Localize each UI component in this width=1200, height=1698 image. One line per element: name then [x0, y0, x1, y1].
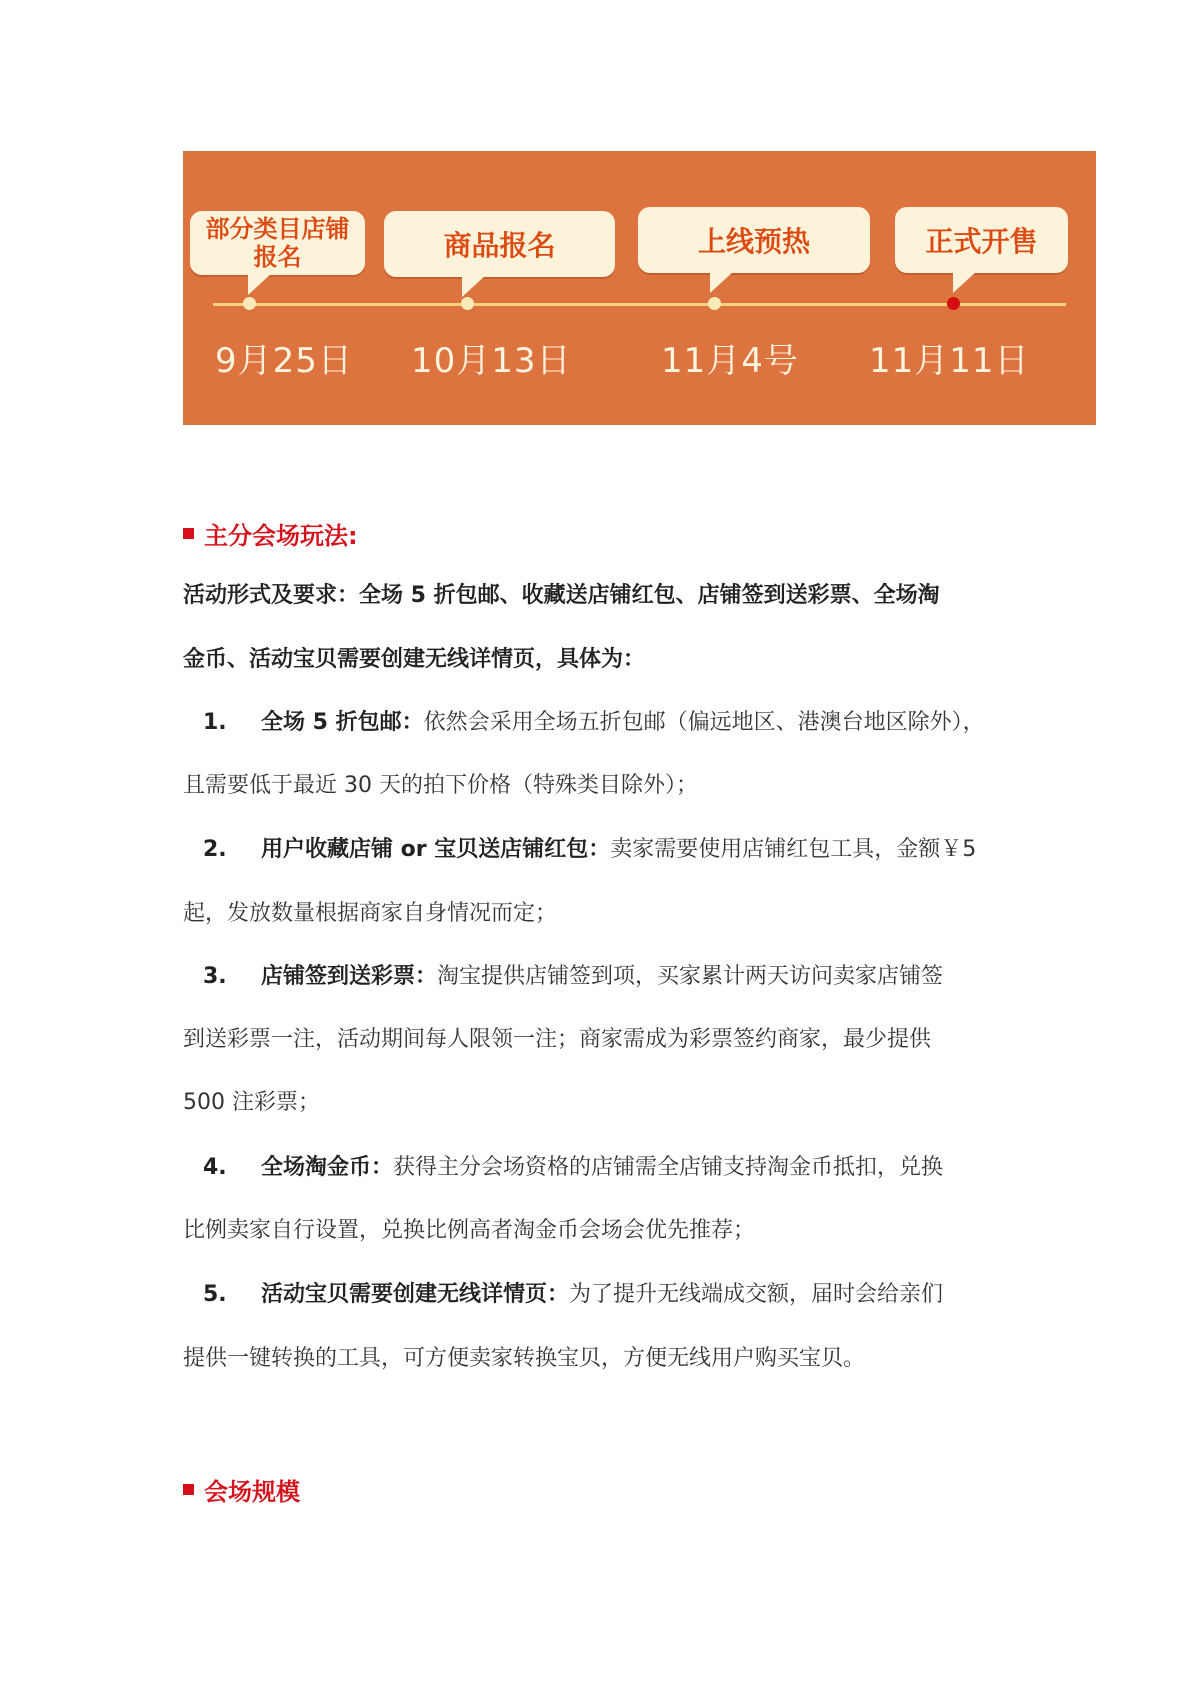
section-title-main-venue: 主分会场玩法:: [183, 516, 358, 551]
list-item-3: 3. 店铺签到送彩票：淘宝提供店铺签到项，买家累计两天访问卖家店铺签: [203, 964, 944, 989]
square-bullet-icon: [183, 1484, 194, 1495]
list-item-1: 1. 全场 5 折包邮：依然会采用全场五折包邮（偏远地区、港澳台地区除外），: [203, 710, 985, 735]
list-item-1-head: 全场 5 折包邮：: [261, 710, 424, 735]
list-item-3-cont: 到送彩票一注，活动期间每人限领一注；商家需成为彩票签约商家，最少提供: [183, 1027, 932, 1052]
timeline-dot-3: [708, 297, 721, 310]
square-bullet-icon: [183, 528, 194, 539]
stage-1-label-line2: 报名: [253, 243, 302, 271]
stage-1-label-line1: 部分类目店铺: [205, 215, 350, 243]
timeline-dot-4-active: [947, 297, 960, 310]
timeline-banner: [183, 151, 1096, 425]
list-item-4-head: 全场淘金币：: [261, 1155, 394, 1180]
stage-1-date: 9月25日: [215, 341, 353, 381]
list-item-2-head: 用户收藏店铺 or 宝贝送店铺红包：: [261, 837, 611, 862]
stage-bubble-2: [384, 211, 615, 277]
list-item-2-cont: 起，发放数量根据商家自身情况而定；: [183, 901, 558, 926]
timeline-dot-2: [461, 297, 474, 310]
list-item-4-cont: 比例卖家自行设置，兑换比例高者淘金币会场会优先推荐；: [183, 1218, 756, 1243]
stage-2-label: 商品报名: [443, 229, 556, 262]
stage-bubble-3: [638, 207, 870, 273]
list-item-5-cont: 提供一键转换的工具，可方便卖家转换宝贝，方便无线用户购买宝贝。: [183, 1346, 866, 1371]
timeline-dot-1: [243, 297, 256, 310]
list-item-5-head: 活动宝贝需要创建无线详情页：: [261, 1282, 570, 1307]
list-item-4: 4. 全场淘金币：获得主分会场资格的店铺需全店铺支持淘金币抵扣，兑换: [203, 1155, 944, 1180]
stage-4-date: 11月11日: [869, 341, 1030, 381]
intro-line-1: 活动形式及要求：全场 5 折包邮、收藏送店铺红包、店铺签到送彩票、全场淘: [183, 583, 940, 608]
stage-4-label: 正式开售: [925, 225, 1038, 258]
list-item-3-cont2: 500 注彩票；: [183, 1090, 320, 1115]
list-item-2: 2. 用户收藏店铺 or 宝贝送店铺红包：卖家需要使用店铺红包工具，金额￥5: [203, 837, 977, 862]
stage-bubble-1: [190, 211, 365, 275]
stage-bubble-4: [895, 207, 1068, 273]
stage-3-date: 11月4号: [661, 341, 799, 381]
list-item-5: 5. 活动宝贝需要创建无线详情页：为了提升无线端成交额，届时会给亲们: [203, 1282, 944, 1307]
intro-line-2: 金币、活动宝贝需要创建无线详情页，具体为：: [183, 647, 646, 672]
timeline-line: [213, 303, 1066, 306]
list-item-3-head: 店铺签到送彩票：: [261, 964, 438, 989]
list-item-1-cont: 且需要低于最近 30 天的拍下价格（特殊类目除外）；: [183, 773, 698, 798]
stage-3-label: 上线预热: [697, 225, 810, 258]
section-title-venue-scale: 会场规模: [183, 1472, 300, 1507]
stage-2-date: 10月13日: [411, 341, 572, 381]
